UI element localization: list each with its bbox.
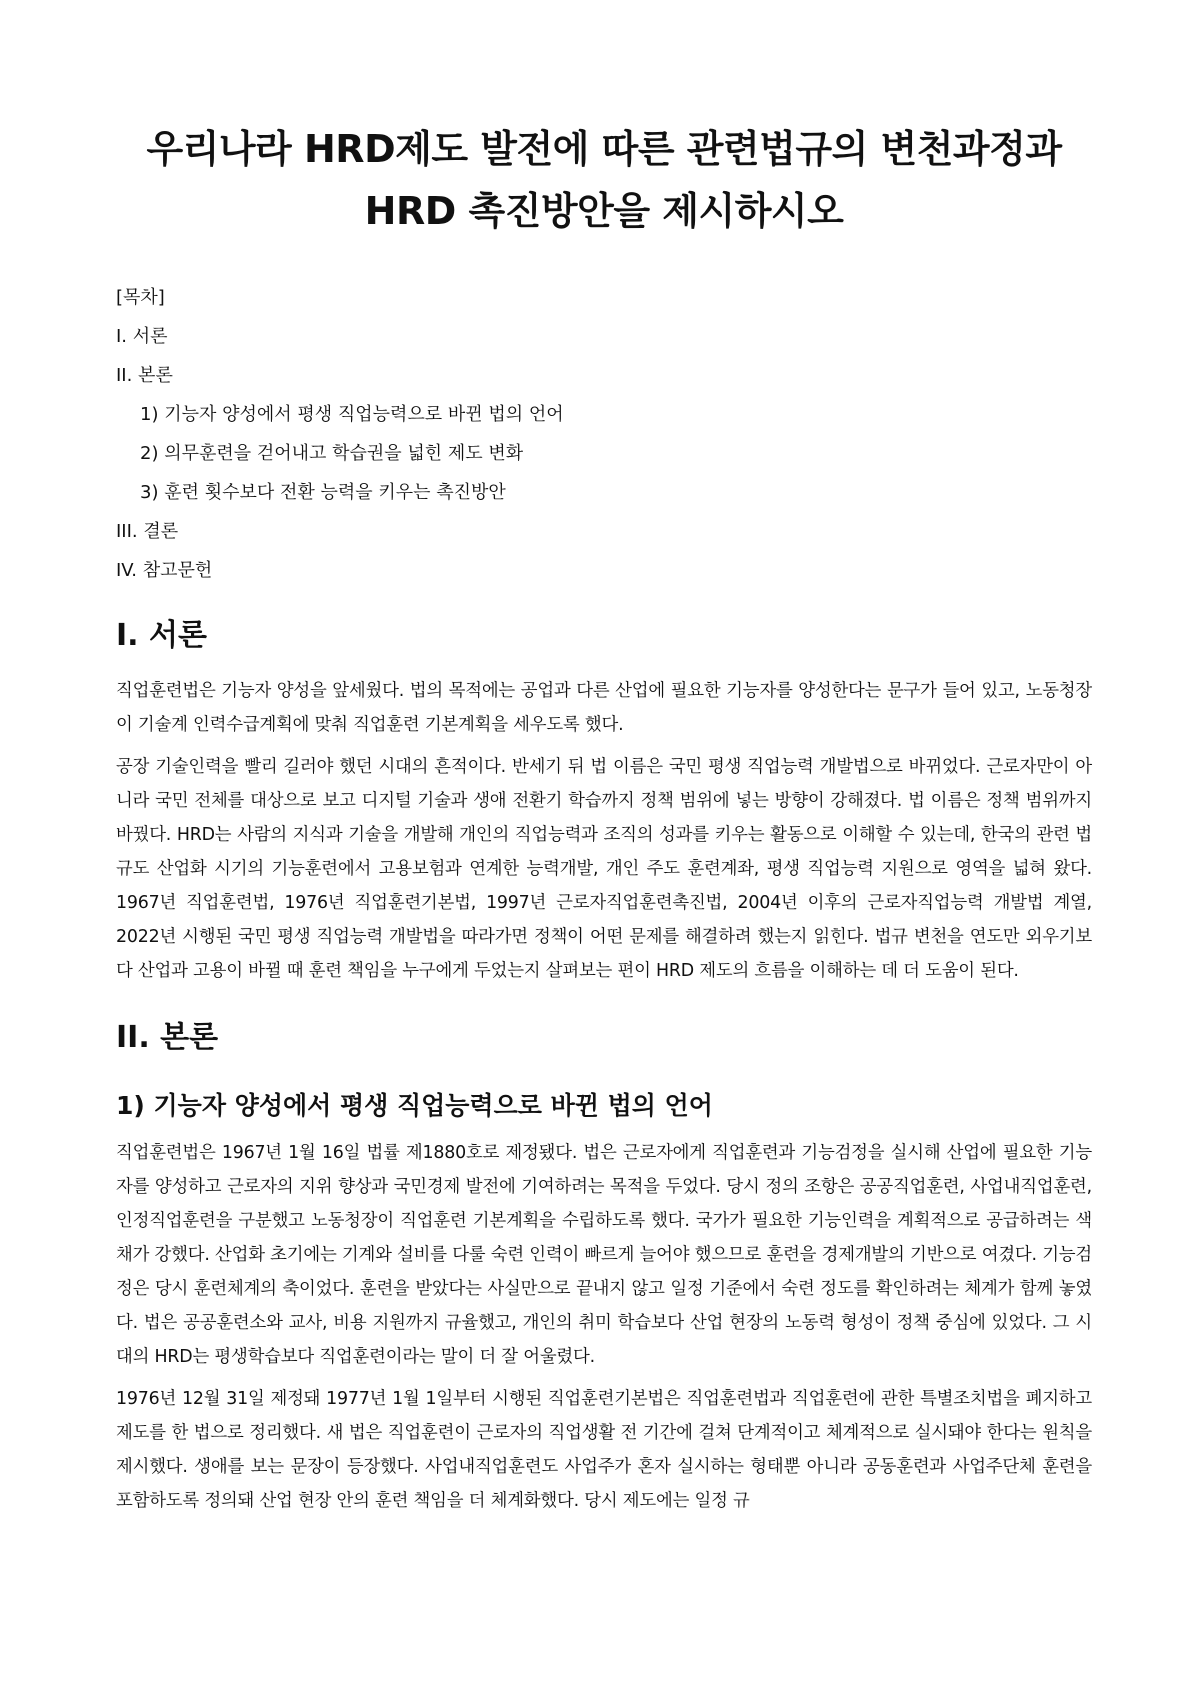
toc-item-body-3: 3) 훈련 횟수보다 전환 능력을 키우는 촉진방안 bbox=[140, 482, 506, 503]
intro-paragraph-2: 공장 기술인력을 빨리 길러야 했던 시대의 흔적이다. 반세기 뒤 법 이름은 국민 평생 직업능력 개발법으로 바뀌었다. 근로자만이 아니라 국민 전체를 대상으로 보고 디지털 기술과 생애 전환기 학습까지 정책 범위에 넣는 방향이 강해졌다. 법 이름은 정책 범위까지 바꿨다. HRD는 사람의 지식과 기술을 개발해 개인의 직업능력과 조직의 성과를 키우는 활동으로 이해할 수 있는데, 한국의 관련 법규도 산업화 시기의 기능훈련에서 고용보험과 연계한 능력개발, 개인 주도 훈련계좌, 평생 직업능력 지원으로 영역을 넓혀 왔다. 1967년 직업훈련법, 1976년 직업훈련기본법, 1997년 근로자직업훈련촉진법, 2004년 이후의 근로자직업능력 개발법 계열, 2022년 시행된 국민 평생 직업능력 개발법을 따라가면 정책이 어떤 문제를 해결하려 했는지 읽힌다. 법규 변천을 연도만 외우기보다 산업과 고용이 바뀔 때 훈련 책임을 누구에게 두었는지 살펴보는 편이 HRD 제도의 흐름을 이해하는 데 더 도움이 된다. bbox=[116, 757, 1092, 981]
body-subsection-1-heading: 1) 기능자 양성에서 평생 직업능력으로 바뀐 법의 언어 bbox=[116, 1091, 713, 1120]
body-section bbox=[116, 1016, 1092, 1518]
document-title: 우리나라 HRD제도 발전에 따른 관련법규의 변천과정과 HRD 촉진방안을 제시하시오 bbox=[146, 127, 1062, 233]
toc-list bbox=[116, 317, 1092, 590]
toc-item-body-2: 2) 의무훈련을 걷어내고 학습권을 넓힌 제도 변화 bbox=[140, 443, 524, 464]
body-subsection-1-paragraph-2: 1976년 12월 31일 제정돼 1977년 1월 1일부터 시행된 직업훈련기본법은 직업훈련법과 직업훈련에 관한 특별조치법을 폐지하고 제도를 한 법으로 정리했다. 새 법은 직업훈련이 근로자의 직업생활 전 기간에 걸쳐 단계적이고 체계적으로 실시돼야 한다는 원칙을 제시했다. 생애를 보는 문장이 등장했다. 사업내직업훈련도 사업주가 혼자 실시하는 형태뿐 아니라 공동훈련과 사업주단체 훈련을 포함하도록 정의돼 산업 현장 안의 훈련 책임을 더 체계화했다. 당시 제도에는 일정 규 bbox=[116, 1389, 1092, 1511]
toc-item-body: II. 본론 bbox=[116, 365, 173, 386]
toc-item-intro: I. 서론 bbox=[116, 326, 168, 347]
toc-heading: [목차] bbox=[116, 287, 165, 308]
intro-paragraph-1: 직업훈련법은 기능자 양성을 앞세웠다. 법의 목적에는 공업과 다른 산업에 필요한 기능자를 양성한다는 문구가 들어 있고, 노동청장이 기술계 인력수급계획에 맞춰 직업훈련 기본계획을 세우도록 했다. bbox=[116, 681, 1092, 735]
table-of-contents bbox=[116, 278, 1092, 590]
toc-item-references: IV. 참고문헌 bbox=[116, 560, 213, 581]
toc-item-conclusion: III. 결론 bbox=[116, 521, 179, 542]
body-heading: II. 본론 bbox=[116, 1020, 219, 1055]
intro-heading: I. 서론 bbox=[116, 618, 207, 653]
toc-item-body-1: 1) 기능자 양성에서 평생 직업능력으로 바뀐 법의 언어 bbox=[140, 404, 564, 425]
intro-section bbox=[116, 614, 1092, 988]
body-subsection-1 bbox=[116, 1086, 1092, 1518]
body-subsection-1-paragraph-1: 직업훈련법은 1967년 1월 16일 법률 제1880호로 제정됐다. 법은 근로자에게 직업훈련과 기능검정을 실시해 산업에 필요한 기능자를 양성하고 근로자의 지위 향상과 국민경제 발전에 기여하려는 목적을 두었다. 당시 정의 조항은 공공직업훈련, 사업내직업훈련, 인정직업훈련을 구분했고 노동청장이 직업훈련 기본계획을 수립하도록 했다. 국가가 필요한 기능인력을 계획적으로 공급하려는 색채가 강했다. 산업화 초기에는 기계와 설비를 다룰 숙련 인력이 빠르게 늘어야 했으므로 훈련을 경제개발의 기반으로 여겼다. 기능검정은 당시 훈련체계의 축이었다. 훈련을 받았다는 사실만으로 끝내지 않고 일정 기준에서 숙련 정도를 확인하려는 체계가 함께 놓였다. 법은 공공훈련소와 교사, 비용 지원까지 규율했고, 개인의 취미 학습보다 산업 현장의 노동력 형성이 정책 중심에 있었다. 그 시대의 HRD는 평생학습보다 직업훈련이라는 말이 더 잘 어울렸다. bbox=[116, 1143, 1092, 1367]
